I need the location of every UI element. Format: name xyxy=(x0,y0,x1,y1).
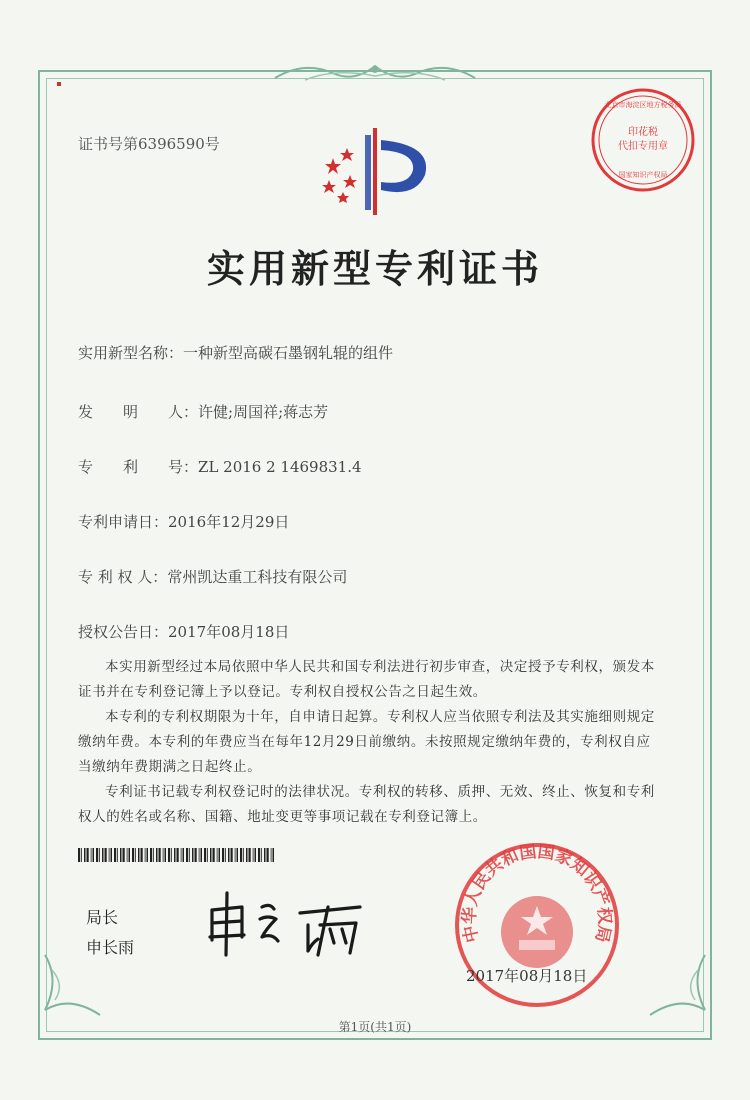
field-filing-date xyxy=(78,511,289,532)
patentee-label: 专 利 权 人： xyxy=(78,568,168,586)
body-paragraph-2: 本专利的专利权期限为十年，自申请日起算。专利权人应当依照专利法及其实施细则规定缴纳年费。本专利的年费应当在每年12月29日前缴纳。未按照规定缴纳年费的，专利权自应当缴纳年费期满之日起终止。 xyxy=(78,709,655,775)
tax-seal-inner-text-2: 代扣专用章 xyxy=(618,141,668,152)
field-utility-name xyxy=(78,342,393,363)
tax-seal-inner-text-1: 印花税 xyxy=(628,127,658,138)
announcement-date-value: 2017年08月18日 xyxy=(168,623,290,641)
issue-date: 2017年08月18日 xyxy=(466,967,588,985)
tax-seal-bottom-text: 国家知识产权局 xyxy=(618,171,668,179)
director-title: 局长 xyxy=(86,908,119,927)
field-patentee xyxy=(78,566,347,587)
barcode xyxy=(78,848,278,862)
body-paragraph-1: 本实用新型经过本局依照中华人民共和国专利法进行初步审查，决定授予专利权，颁发本证书并在专利登记簿上予以登记。专利权自授权公告之日起生效。 xyxy=(78,659,655,700)
field-announcement-date xyxy=(78,621,289,642)
cnipa-logo xyxy=(315,120,440,220)
field-inventor xyxy=(78,401,328,422)
utility-name-value: 一种新型高碳石墨钢轧辊的组件 xyxy=(183,344,394,362)
director-signature xyxy=(200,885,375,965)
corner-ornament-bottom-left xyxy=(40,950,110,1020)
patentee-value: 常州凯达重工科技有限公司 xyxy=(167,568,348,586)
inventor-label: 发 明 人： xyxy=(78,403,199,421)
top-ornament xyxy=(265,58,485,84)
certificate-number: 证书号第6396590号 xyxy=(78,135,220,153)
inventor-value: 许健;周国祥;蒋志芳 xyxy=(198,403,329,421)
tax-seal-ring-text: 北京市海淀区地方税务局 xyxy=(604,101,682,109)
corner-ornament-bottom-right xyxy=(640,950,710,1020)
field-patent-number xyxy=(78,456,362,477)
tax-seal xyxy=(588,85,698,195)
filing-date-label: 专利申请日： xyxy=(78,513,169,531)
announcement-date-label: 授权公告日： xyxy=(78,623,169,641)
page-number: 第1页(共1页) xyxy=(338,1020,412,1034)
patent-number-label: 专 利 号： xyxy=(78,458,199,476)
director-name: 申长雨 xyxy=(86,938,135,957)
filing-date-value: 2016年12月29日 xyxy=(168,513,290,531)
utility-name-label: 实用新型名称： xyxy=(78,344,184,362)
state-seal-ring-text: 中华人民共和国国家知识产权局 xyxy=(459,841,615,945)
certificate-title: 实用新型专利证书 xyxy=(206,246,543,291)
body-paragraph-3: 专利证书记载专利权登记时的法律状况。专利权的转移、质押、无效、终止、恢复和专利权人的姓名或名称、国籍、地址变更等事项记载在专利登记簿上。 xyxy=(78,784,655,825)
certificate-body xyxy=(78,655,658,830)
patent-number-value: ZL 2016 2 1469831.4 xyxy=(198,458,362,476)
